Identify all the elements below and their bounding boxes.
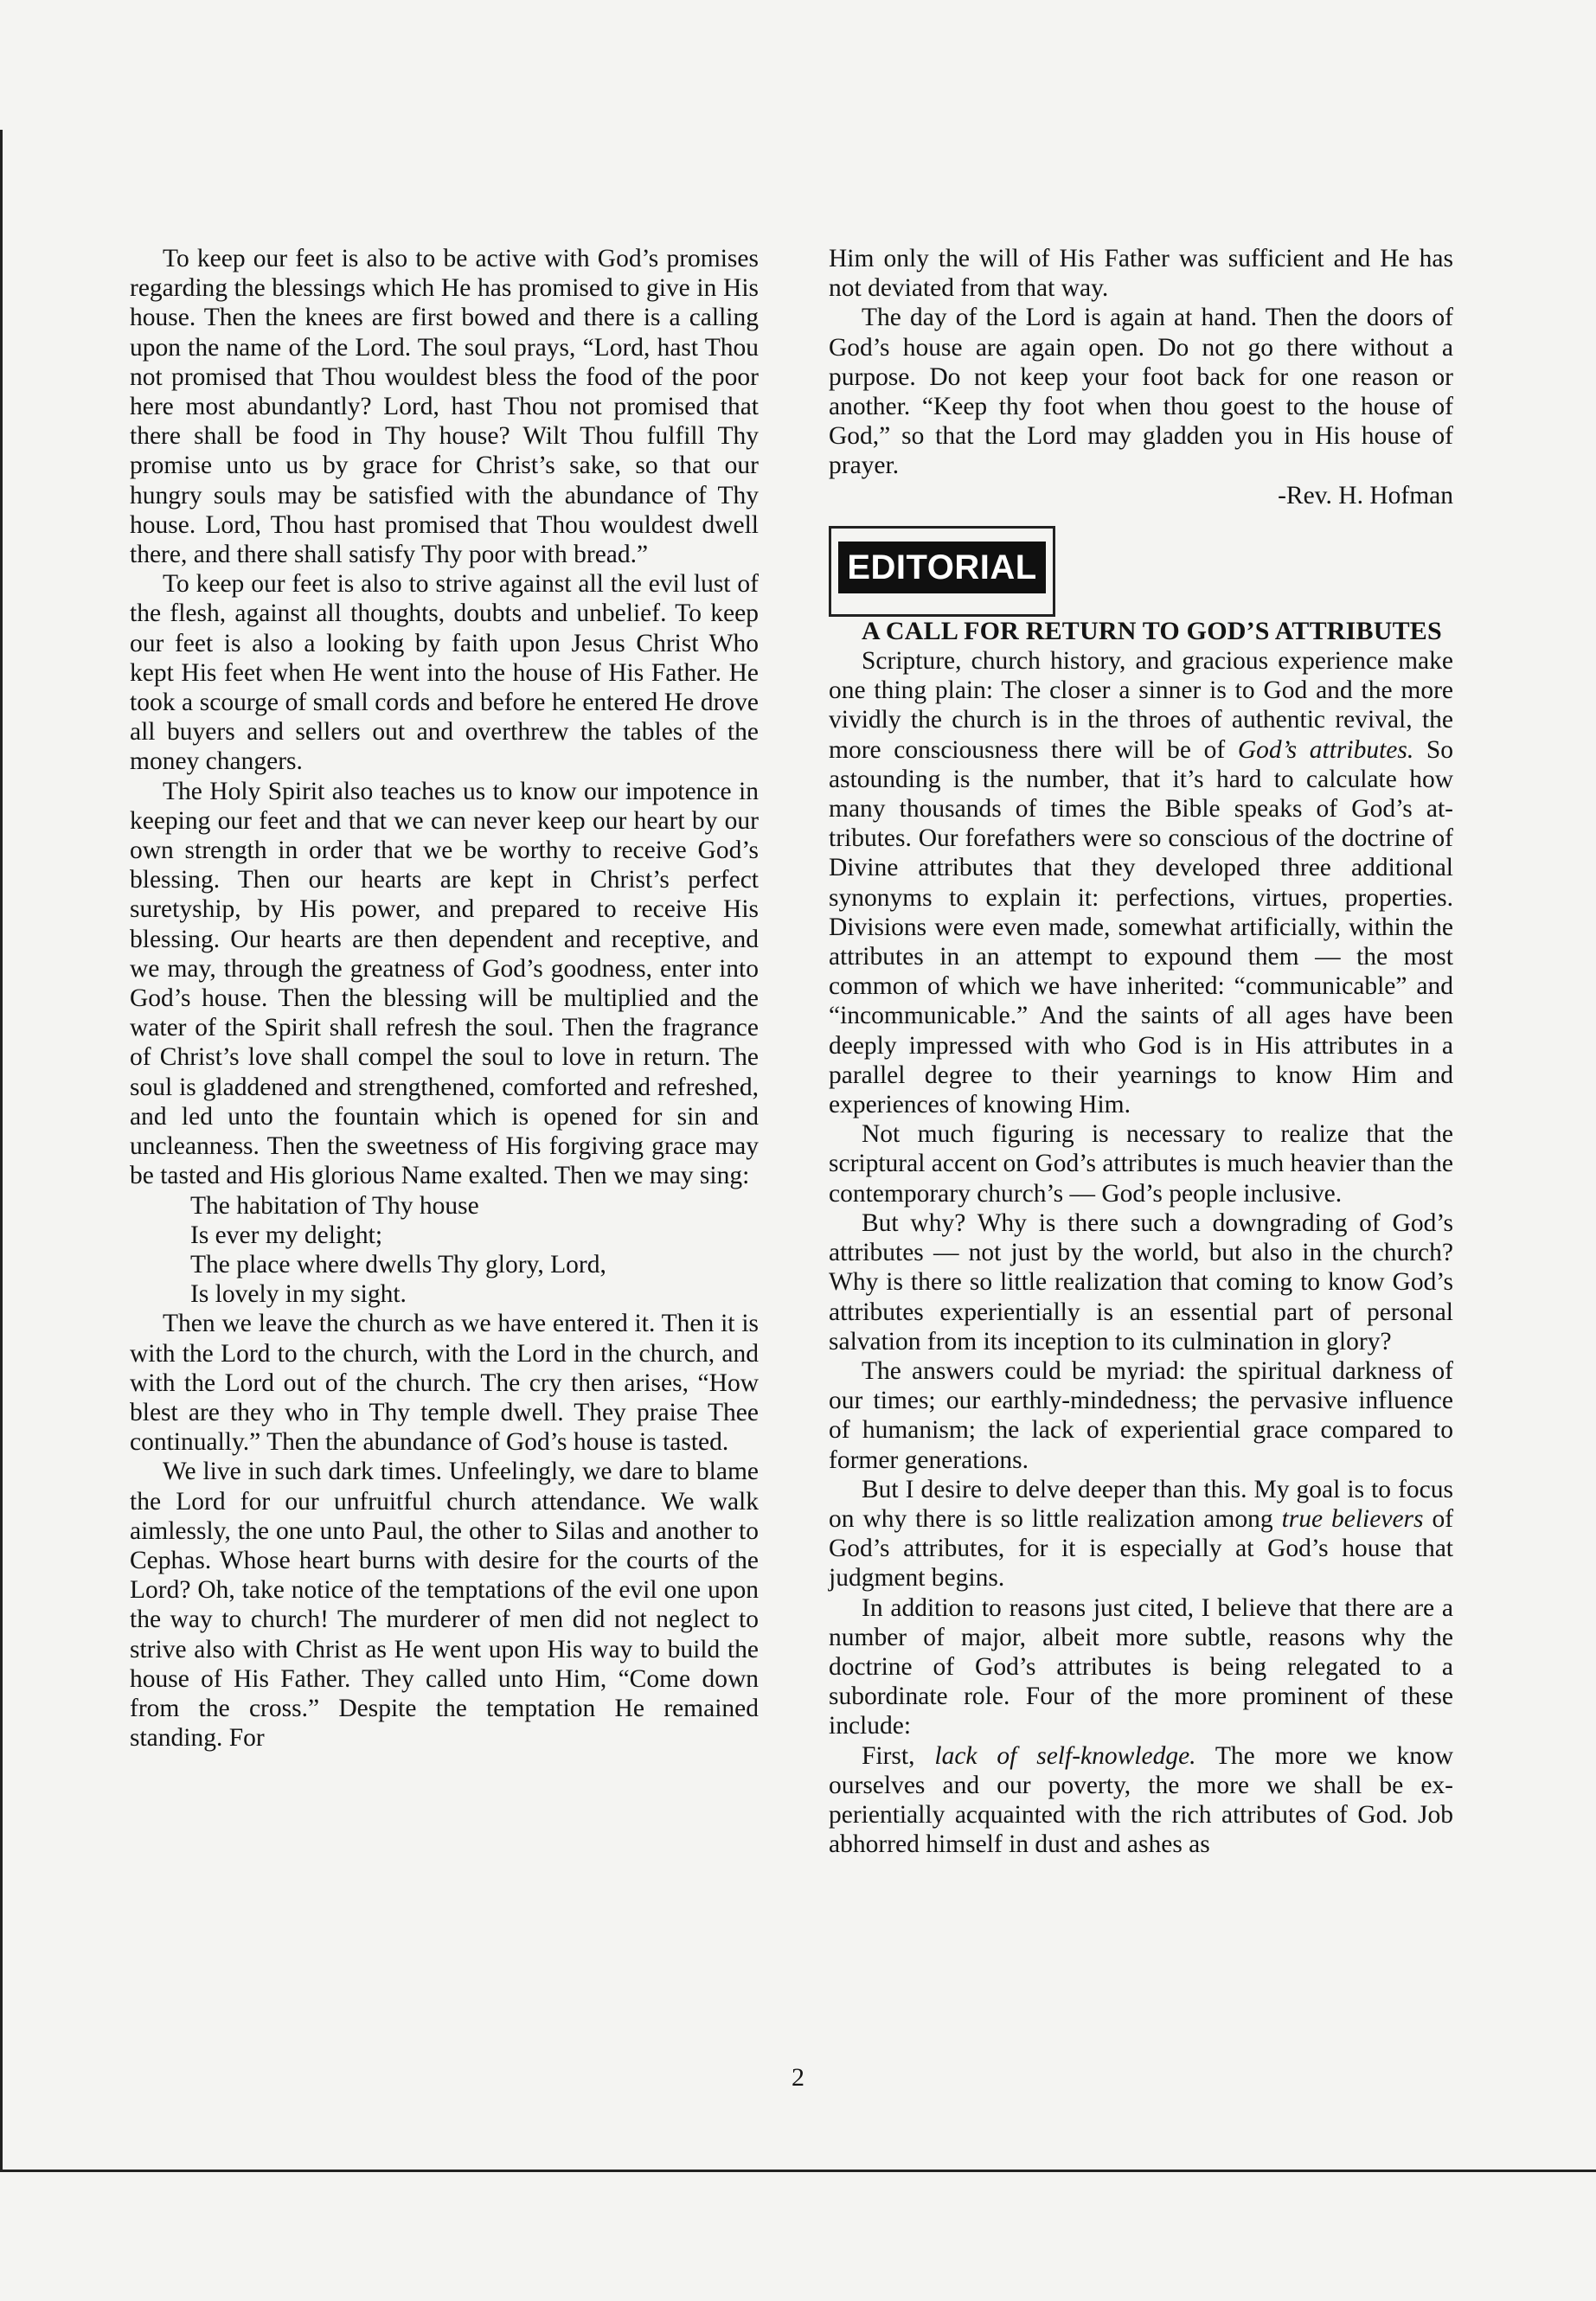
paragraph: Scripture, church history, and gracious experience make one thing plain: The closer a sinner is to God and the more vividly the church is in the throes of authentic revival, the more consciousness there will be of God’s attributes. So astounding is the number, that it’s hard to calculate how many thousands of times the Bible speaks of God’s attributes. Our forefathers were so conscious of the doctrine of Divine attributes that they developed three additional synonyms to explain it: perfections, virtues, properties. Divisions were even made, somewhat artificially, within the attributes in an attempt to expound them — the most common of which we have inherited: “communicable” and “incommunicable.” And the saints of all ages have been deeply impressed with who God is in His attributes in a parallel degree to their yearnings to know Him and experiences of knowing Him. xyxy=(829,647,1454,1119)
page-edge-bottom xyxy=(0,2170,1596,2172)
poem-line: Is ever my delight; xyxy=(190,1221,383,1249)
poem-line: The place where dwells Thy glory, Lord, xyxy=(190,1250,606,1279)
paragraph: The Holy Spirit also teaches us to know our impotence in keeping our feet and that we can never keep our heart by our own strength in order that we be worthy to receive God’s blessing. Then our hearts are kept in Christ’s perfect suretyship, by His power, and prepared to receive His blessing. Our hearts are then dependent and receptive, and we may, through the greatness of God’s goodness, enter into God’s house. Then the blessing will be multiplied and the water of the Spirit shall refresh the soul. Then the fragrance of Christ’s love shall compel the soul to love in return. The soul is gladdened and strengthened, comforted and refreshed, and led unto the fountain which is opened for sin and uncleanness. Then the sweetness of His forgiving grace may be tasted and His glorious Name exalted. Then we may sing: xyxy=(130,777,759,1190)
left-column xyxy=(130,244,759,1753)
right-column xyxy=(829,244,1453,1859)
paragraph: The day of the Lord is again at hand. Then the doors of God’s house are again open. Do not go there without a purpose. Do not keep your foot back for one reason or another. “Keep thy foot when thou goest to the house of God,” so that the Lord may gladden you in His house of prayer. xyxy=(829,304,1453,480)
paragraph: Then we leave the church as we have entered it. Then it is with the Lord to the church, with the Lord in the church, and with the Lord out of the church. The cry then arises, “How blest are they who in Thy temple dwell. They praise Thee continually.” Then the abundance of God’s house is tasted. xyxy=(130,1310,759,1457)
poem-line: Is lovely in my sight. xyxy=(190,1280,407,1309)
paragraph: To keep our feet is also to be active with God’s promises regarding the blessings which He has promised to give in His house. Then the knees are first bowed and there is a calling upon the name of the Lord. The soul prays, “Lord, hast Thou not promised that Thou wouldest bless the food of the poor here most abundantly? Lord, hast Thou not promised that there shall be food in Thy house? Wilt Thou fulfill Thy promise unto us by grace for Christ’s sake, so that our hungry souls may be satisfied with the abundance of Thy house. Lord, Thou hast promised that Thou wouldest dwell there, and there shall satisfy Thy poor with bread.” xyxy=(130,245,759,569)
paragraph: But I desire to delve deeper than this. My goal is to focus on why there is so little realization among true believers of God’s attributes, for it is especially at God’s house that judgment begins. xyxy=(829,1475,1454,1593)
paragraph: The answers could be myriad: the spiritual darkness of our times; our earthly-mindedness; the pervasive influence of humanism; the lack of experiential grace compared to former generations. xyxy=(829,1356,1453,1474)
paragraph: Not much figuring is necessary to realize that the scriptural accent on God’s attributes is much heavier than the contemporary church’s — God’s people inclusive. xyxy=(829,1120,1453,1208)
paragraph: But why? Why is there such a downgrading of God’s attributes — not just by the world, but also in the church? Why is there so little realization that coming to know God’s attributes experientially is an essential part of personal salvation from its inception to its culmination in glory? xyxy=(829,1208,1453,1356)
paragraph: We live in such dark times. Unfeelingly, we dare to blame the Lord for our unfruitful church attendance. We walk aimlessly, the one unto Paul, the other to Silas and another to Cephas. Whose heart burns with desire for the courts of the Lord? Oh, take notice of the temptations of the evil one upon the way to church! The murderer of men did not neglect to strive also with Christ as He went upon His way to build the house of His Father. They called unto Him, “Come down from the cross.” Despite the temptation He remained standing. For xyxy=(130,1458,759,1753)
paragraph: First, lack of self-knowledge. The more we know ourselves and our poverty, the more we shall be experientially acquainted with the rich attributes of God. Job abhorred himself in dust and ashes as xyxy=(829,1741,1453,1859)
page-number: 2 xyxy=(792,2063,804,2092)
article-heading: A CALL FOR RETURN TO GOD’S ATTRIBUTES xyxy=(862,616,1442,645)
poem-line: The habitation of Thy house xyxy=(190,1191,479,1220)
paragraph: In addition to reasons just cited, I believe that there are a number of major, albeit more subtle, reasons why the doctrine of God’s attributes is being relegated to a subordinate role. Four of the more prominent of these include: xyxy=(829,1593,1453,1740)
page-edge-left xyxy=(0,130,3,2171)
paragraph: To keep our feet is also to strive against all the evil lust of the flesh, against all thoughts, doubts and unbelief. To keep our feet is also a looking by faith upon Jesus Christ Who kept His feet when He went into the house of His Father. He took a scourge of small cords and before he entered He drove all buyers and sellers out and overthrew the tables of the money changers. xyxy=(130,570,759,776)
author-signature: -Rev. H. Hofman xyxy=(1278,481,1453,510)
editorial-label: EDITORIAL xyxy=(838,542,1046,593)
paragraph: Him only the will of His Father was sufficient and He has not deviated from that way. xyxy=(829,245,1453,303)
editorial-banner xyxy=(829,526,1055,617)
